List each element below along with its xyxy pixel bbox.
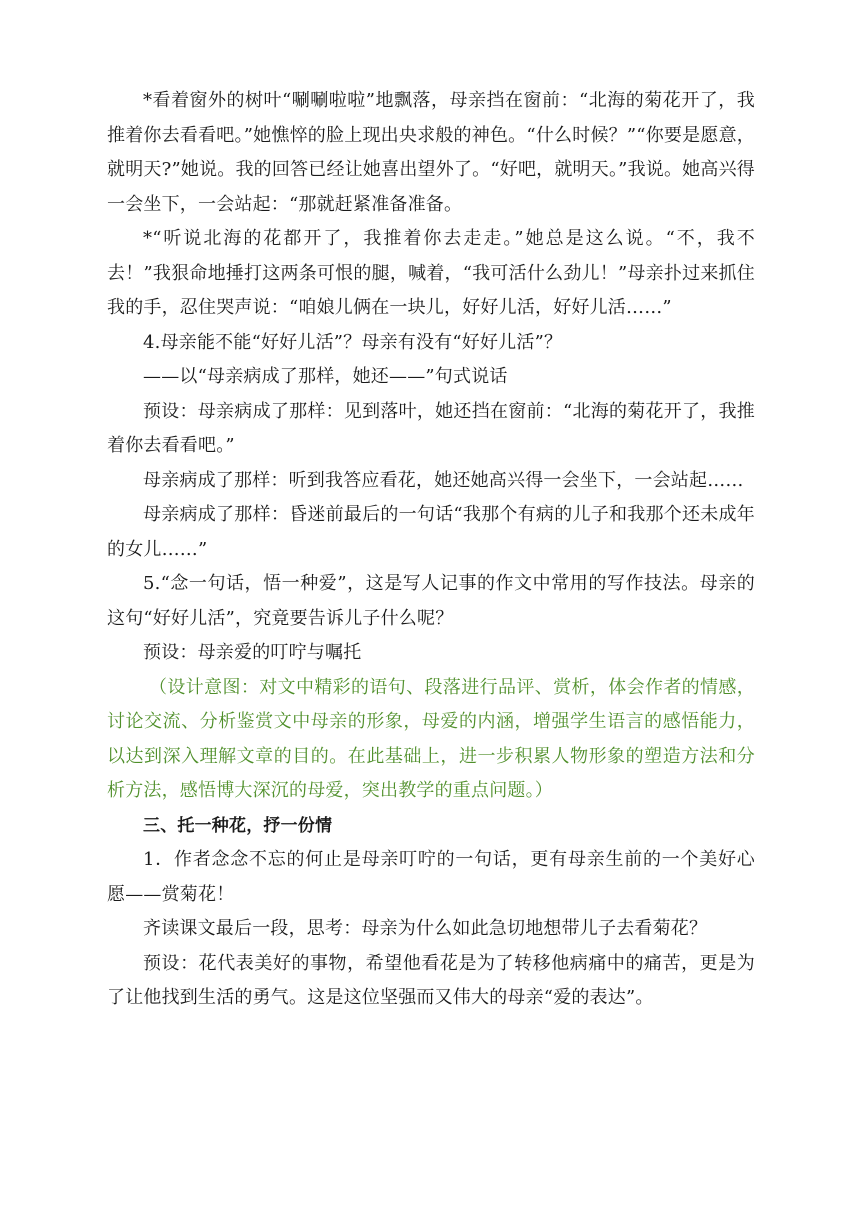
paragraph-window-leaves: *看着窗外的树叶“唰唰啦啦”地飘落，母亲挡在窗前：“北海的菊花开了，我推着你去看看吧。”她憔悴的脸上现出央求般的神色。“什么时候？”“你要是愿意，就明天?”她说。我的回答已经让她喜出望外了。“好吧，就明天。”我说。她高兴得一会坐下，一会站起：“那就赶紧准备准备。 <box>107 90 755 215</box>
section-heading-3: 三、托一种花，抒一份情 <box>143 815 333 836</box>
preset-answer-4: 预设：母亲爱的叮咛与嘱托 <box>143 642 362 663</box>
preset-answer-2: 母亲病成了那样：听到我答应看花，她还她高兴得一会坐下，一会站起…… <box>143 469 744 491</box>
item-1: 1．作者念念不忘的何止是母亲叮咛的一句话，更有母亲生前的一个美好心愿——赏菊花！ <box>107 849 755 905</box>
paragraph-beihai-flowers: *“听说北海的花都开了，我推着你去走走。”她总是这么说。“不，我不去！”我狠命地捶打这两条可恨的腿，喊着，“我可活什么劲儿！”母亲扑过来抓住我的手，忍住哭声说：“咱娘儿俩在一块儿，好好儿活，好好儿活……” <box>107 228 755 318</box>
reading-task: 齐读课文最后一段，思考：母亲为什么如此急切地想带儿子去看菊花？ <box>143 918 708 939</box>
question-4: 4.母亲能不能“好好儿活”？母亲有没有“好好儿活”？ <box>143 331 563 353</box>
preset-answer-1: 预设：母亲病成了那样：见到落叶，她还挡在窗前：“北海的菊花开了，我推着你去看看吧。” <box>107 400 755 456</box>
question-5: 5.“念一句话，悟一种爱”，这是写人记事的作文中常用的写作技法。母亲的这句“好好儿活”，究竟要告诉儿子什么呢？ <box>107 573 755 629</box>
design-intent-note: （设计意图：对文中精彩的语句、段落进行品评、赏析，体会作者的情感，讨论交流、分析鉴赏文中母亲的形象，母爱的内涵，增强学生语言的感悟能力，以达到深入理解文章的目的。在此基础上，进一步积累人物形象的塑造方法和分析方法，感悟博大深沉的母爱，突出教学的重点问题。） <box>107 676 755 801</box>
preset-answer-3: 母亲病成了那样：昏迷前最后的一句话“我那个有病的儿子和我那个还未成年的女儿……” <box>107 504 755 560</box>
document-body <box>107 84 755 1016</box>
preset-answer-5: 预设：花代表美好的事物，希望他看花是为了转移他病痛中的痛苦，更是为了让他找到生活的勇气。这是这位坚强而又伟大的母亲“爱的表达”。 <box>107 952 755 1008</box>
sentence-pattern-prompt: ——以“母亲病成了那样，她还——”句式说话 <box>143 366 508 387</box>
